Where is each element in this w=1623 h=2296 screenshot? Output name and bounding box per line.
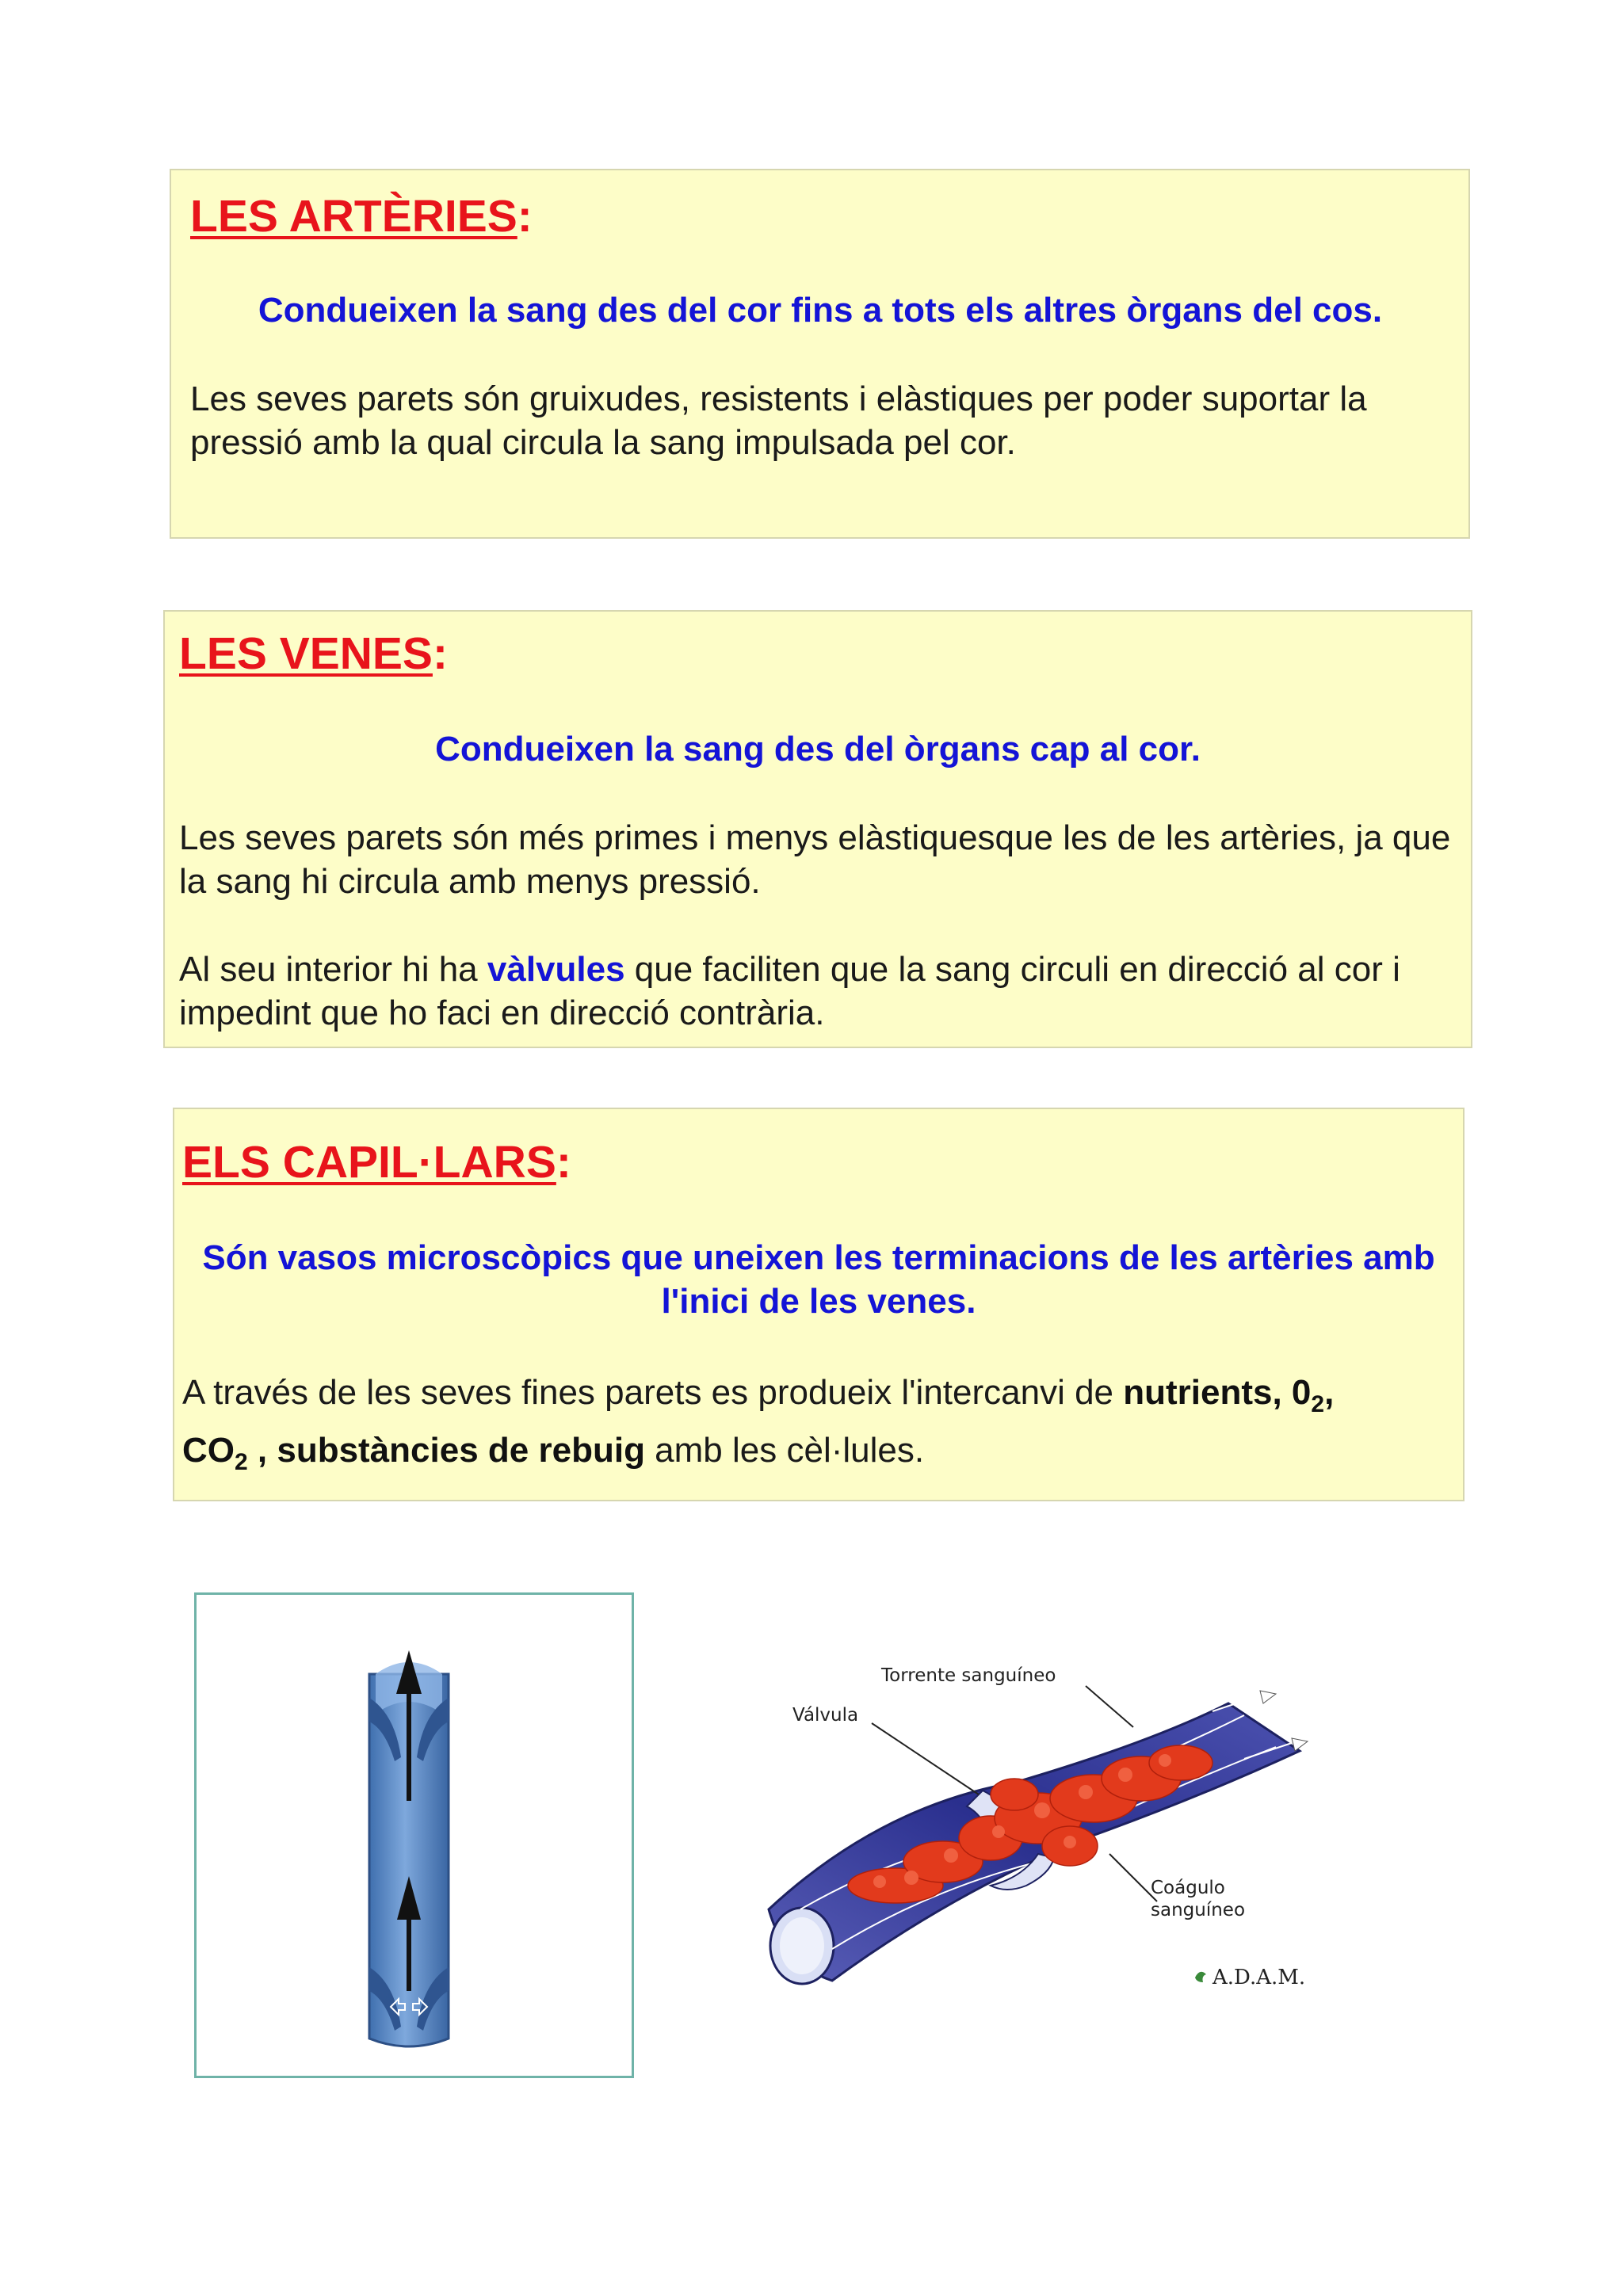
capillaries-text: A través de les seves fines parets es produeix l'intercanvi de nutrients, $0_2$, $CO_2$ , substàncies de rebuig amb les cèl·lules. <box>182 1373 1335 1475</box>
arteries-text: Les seves parets són gruixudes, resistents i elàstiques per poder suportar la pressió amb la qual circula la sang impulsada pel cor. <box>190 379 1367 462</box>
valves-term: vàlvules <box>487 950 625 989</box>
vein-valve-illustration <box>197 1595 632 2076</box>
adam-logo: A.D.A.M. <box>1212 1966 1306 1989</box>
adam-leaf-icon <box>1195 1972 1206 1982</box>
label-valve: Válvula <box>792 1705 859 1726</box>
veins-title: LES VENES: <box>179 628 448 679</box>
veins-text-1: Les seves parets són més primes i menys elàstiquesque les de les artèries, ja que la sang hi circula amb menys pressió. <box>179 818 1451 901</box>
label-clot-1: Coágulo <box>1151 1878 1225 1898</box>
arteries-lead: Condueixen la sang des del cor fins a tots els altres òrgans del cos. <box>258 291 1383 330</box>
capillaries-title: ELS CAPIL·LARS: <box>182 1137 571 1188</box>
blood-clot-illustration <box>753 1648 1355 2012</box>
vein-valve-figure <box>194 1592 634 2078</box>
veins-lead: Condueixen la sang des del òrgans cap al cor. <box>435 730 1201 769</box>
arteries-title: LES ARTÈRIES: <box>190 191 533 242</box>
capillaries-lead: Són vasos microscòpics que uneixen les terminacions de les artèries amb l'inici de les venes. <box>202 1238 1435 1321</box>
blood-clot-figure <box>753 1648 1355 2012</box>
veins-text-2: Al seu interior hi ha vàlvules que faciliten que la sang circuli en direcció al cor i impedint que ho faci en direcció contrària. <box>179 950 1400 1032</box>
label-clot-2: sanguíneo <box>1151 1900 1246 1920</box>
label-torrent: Torrente sanguíneo <box>881 1665 1056 1686</box>
